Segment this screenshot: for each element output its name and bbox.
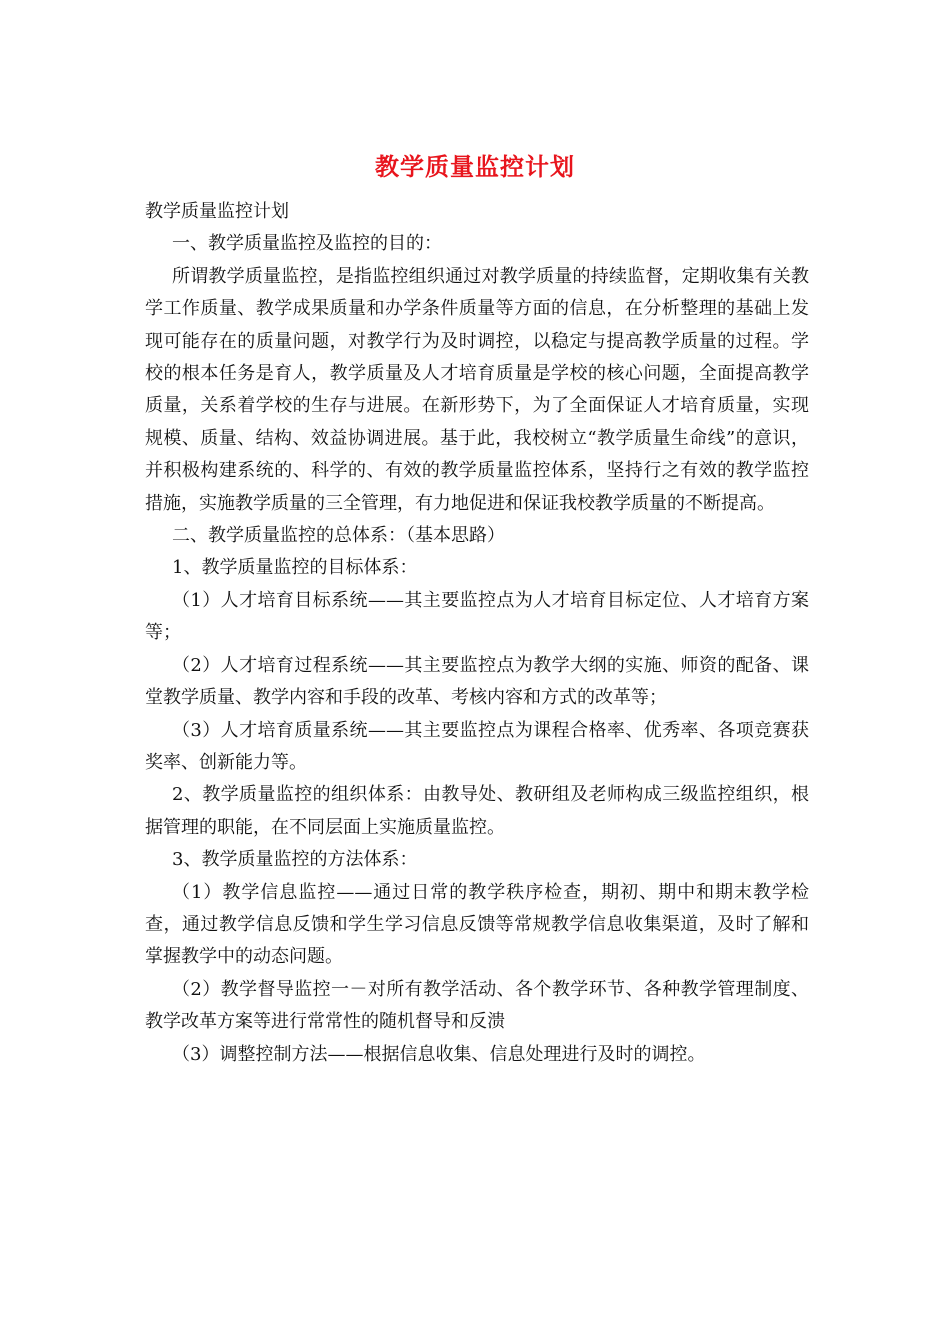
document-title: 教学质量监控计划 (375, 152, 575, 181)
paragraph-section-2-heading: 二、教学质量监控的总体系：（基本思路） (172, 525, 505, 547)
paragraph-method-item-3: （3）调整控制方法——根据信息收集、信息处理进行及时的调控。 (172, 1043, 706, 1065)
paragraph-target-system-heading: 1、教学质量监控的目标体系： (172, 557, 418, 579)
paragraph-target-item-2: （2）人才培育过程系统——其主要监控点为教学大纲的实施、师资的配备、课堂教学质量、教学内容和手段的改革、考核内容和方式的改革等； (145, 654, 809, 709)
paragraph-method-item-2: （2）教学督导监控一－对所有教学活动、各个教学环节、各种教学管理制度、教学改革方案等进行常常性的随机督导和反溃 (145, 978, 809, 1033)
paragraph-target-item-1: （1）人才培育目标系统——其主要监控点为人才培育目标定位、人才培育方案等； (145, 589, 809, 644)
paragraph-subtitle: 教学质量监控计划 (145, 201, 289, 222)
paragraph-organization-system: 2、教学质量监控的组织体系：由教导处、教研组及老师构成三级监控组织，根据管理的职能，在不同层面上实施质量监控。 (145, 784, 809, 838)
paragraph-purpose: 所谓教学质量监控，是指监控组织通过对教学质量的持续监督，定期收集有关教学工作质量、教学成果质量和办学条件质量等方面的信息，在分析整理的基础上发现可能存在的质量问题，对教学行为及时调控，以稳定与提高教学质量的过程。学校的根本任务是育人，教学质量及人才培育质量是学校的核心问题，全面提高教学质量，关系着学校的生存与进展。在新形势下，为了全面保证人才培育质量，实现规模、质量、结构、效益协调进展。基于此，我校树立“教学质量生命线”的意识，并积极构建系统的、科学的、有效的教学质量监控体系，坚持行之有效的教学监控措施，实施教学质量的三全管理，有力地促进和保证我校教学质量的不断提高。 (145, 265, 809, 514)
document-body (145, 196, 809, 1071)
paragraph-target-item-3: （3）人才培育质量系统——其主要监控点为课程合格率、优秀率、各项竞赛获奖率、创新能力等。 (145, 719, 809, 773)
paragraph-section-1-heading: 一、教学质量监控及监控的目的： (172, 233, 442, 255)
paragraph-method-item-1: （1）教学信息监控——通过日常的教学秩序检查，期初、期中和期末教学检查，通过教学信息反馈和学生学习信息反馈等常规教学信息收集渠道，及时了解和掌握教学中的动态问题。 (145, 881, 809, 968)
paragraph-method-system-heading: 3、教学质量监控的方法体系： (172, 849, 418, 871)
